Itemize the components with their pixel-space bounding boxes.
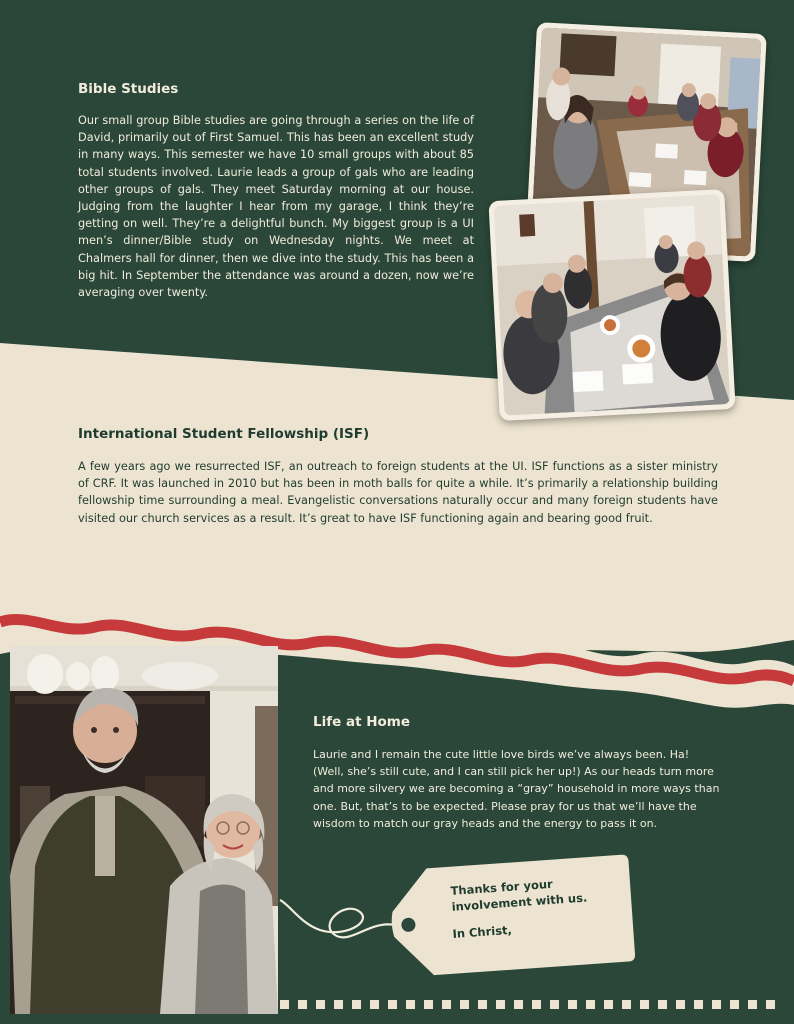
bible-studies-paragraph: Our small group Bible studies are going through a series on the life of David, primarily out of First Samuel. This has been an excellent study in many ways. This semester we have 10 small groups with about 85 total students involved. Laurie leads a group of gals who are leading other groups of gals. They meet Saturday morning at our house. Judging from the laughter I hear from my garage, I think they’re getting on well. They’re a delightful bunch. My biggest group is a UI men’s dinner/Bible study on Wednesday nights. We meet at Chalmers hall for dinner, then we dive into the study. This has been a big hit. In September the attendance was around a dozen, now we’re averaging over twenty. (78, 114, 474, 300)
isf-paragraph: A few years ago we resurrected ISF, an outreach to foreign students at the UI. ISF functions as a sister ministry of CRF. It was launched in 2010 but has been in moth balls for quite a while. It’s primarily a relationship building fellowship time surrounding a meal. Evangelistic conversations naturally occur and many foreign students have visited our church services as a result. It’s great to have ISF functioning again and bearing good fruit. (78, 460, 718, 525)
section-heading-bible-studies: Bible Studies (78, 81, 179, 97)
couple-photo (10, 646, 278, 1014)
section-heading-isf: International Student Fellowship (ISF) (78, 426, 370, 442)
bible-study-photo-bottom (488, 189, 735, 421)
section-heading-life-at-home: Life at Home (313, 714, 411, 730)
tag-thanks-text: Thanks for your involvement with us. (450, 876, 588, 914)
tag-closing-text: In Christ, (452, 922, 513, 941)
life-at-home-paragraph: Laurie and I remain the cute little love birds we’ve always been. Ha! (Well, she’s still cute, and I can still pick her up!) As our heads turn more and more silvery we are becoming a “gray” household in more ways than one. But, that’s to be expected. Please pray for us that we’ll have the wisdom to match our gray heads and the energy to pass it on. (313, 748, 720, 830)
